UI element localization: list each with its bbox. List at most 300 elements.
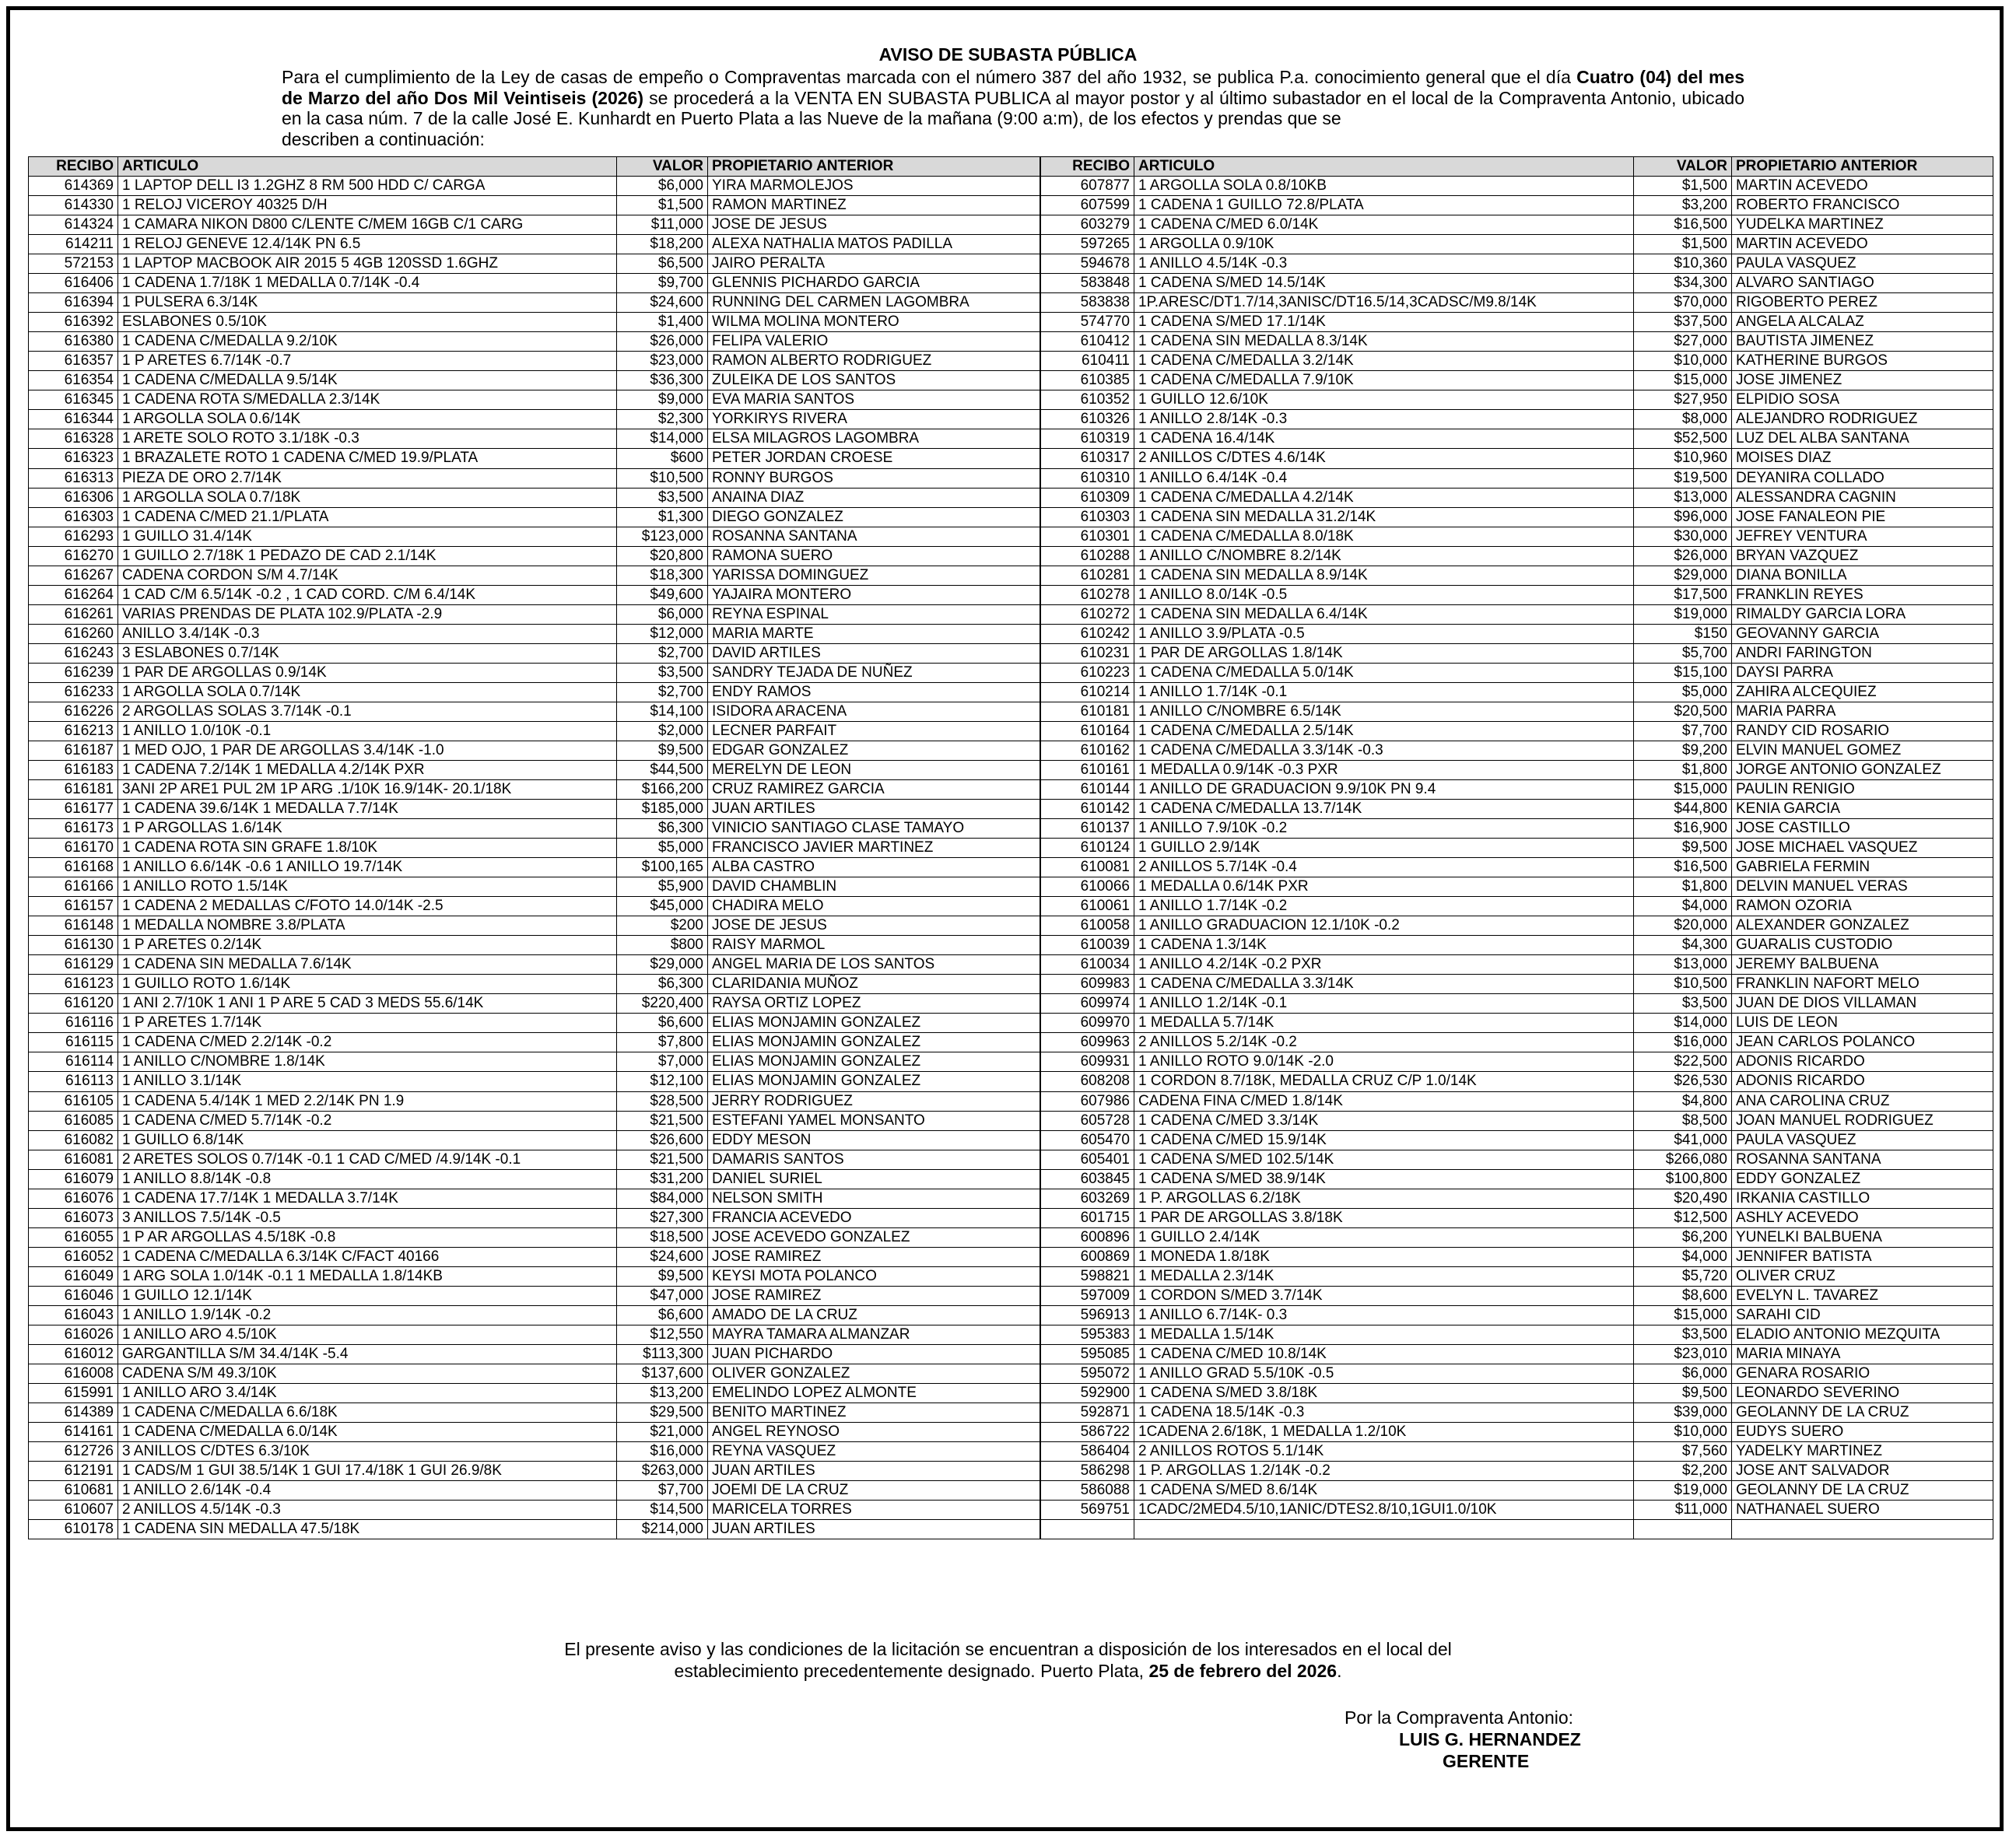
articulo-cell: 1 P. ARGOLLAS 6.2/18K xyxy=(1134,1189,1634,1208)
table-row xyxy=(1041,527,1993,546)
valor-cell: $19,000 xyxy=(1634,1481,1732,1501)
table-row xyxy=(1041,488,1993,507)
articulo-cell: 1 GUILLO 12.6/10K xyxy=(1134,390,1634,410)
col-header-recibo: RECIBO xyxy=(29,157,118,177)
articulo-cell: 1 ANILLO GRAD 5.5/10K -0.5 xyxy=(1134,1364,1634,1383)
recibo-cell: 610326 xyxy=(1041,410,1134,429)
recibo-cell: 610411 xyxy=(1041,352,1134,371)
recibo-cell: 616046 xyxy=(29,1286,118,1305)
articulo-cell: 1 CADENA C/MEDALLA 7.9/10K xyxy=(1134,371,1634,390)
propietario-cell: EUDYS SUERO xyxy=(1732,1423,1993,1442)
articulo-cell: 1 CADENA 1.3/14K xyxy=(1134,936,1634,955)
propietario-cell: AMADO DE LA CRUZ xyxy=(708,1305,1040,1325)
recibo-cell: 610144 xyxy=(1041,780,1134,800)
table-row xyxy=(1041,1325,1993,1344)
articulo-cell: VARIAS PRENDAS DE PLATA 102.9/PLATA -2.9 xyxy=(118,604,617,624)
recibo-cell: 616306 xyxy=(29,488,118,507)
table-header-row xyxy=(29,157,1040,177)
valor-cell: $12,500 xyxy=(1634,1208,1732,1227)
articulo-cell: 1 GUILLO 2.4/14K xyxy=(1134,1227,1634,1247)
articulo-cell: 1 RELOJ GENEVE 12.4/14K PN 6.5 xyxy=(118,235,617,254)
articulo-cell: 3 ANILLOS C/DTES 6.3/10K xyxy=(118,1442,617,1462)
valor-cell: $45,000 xyxy=(617,897,708,916)
valor-cell: $49,600 xyxy=(617,585,708,604)
recibo-cell: 610039 xyxy=(1041,936,1134,955)
valor-cell: $37,500 xyxy=(1634,313,1732,332)
valor-cell: $12,000 xyxy=(617,624,708,643)
propietario-cell: ISIDORA ARACENA xyxy=(708,702,1040,721)
recibo-cell: 574770 xyxy=(1041,313,1134,332)
propietario-cell: JOSE JIMENEZ xyxy=(1732,371,1993,390)
valor-cell: $34,300 xyxy=(1634,274,1732,293)
table-row xyxy=(1041,916,1993,936)
valor-cell: $47,000 xyxy=(617,1286,708,1305)
table-row xyxy=(29,215,1040,235)
valor-cell: $10,360 xyxy=(1634,254,1732,274)
propietario-cell: SANDRY TEJADA DE NUÑEZ xyxy=(708,663,1040,682)
table-row xyxy=(29,507,1040,527)
table-row xyxy=(1041,1052,1993,1072)
recibo-cell: 616012 xyxy=(29,1344,118,1364)
valor-cell: $16,500 xyxy=(1634,215,1732,235)
table-row xyxy=(1041,1286,1993,1305)
table-row xyxy=(29,1189,1040,1208)
valor-cell: $23,010 xyxy=(1634,1344,1732,1364)
table-row xyxy=(29,936,1040,955)
propietario-cell: JOSE MICHAEL VASQUEZ xyxy=(1732,839,1993,858)
recibo-cell: 610310 xyxy=(1041,468,1134,488)
table-row xyxy=(29,1091,1040,1111)
valor-cell: $14,000 xyxy=(617,429,708,449)
table-row xyxy=(1041,955,1993,975)
propietario-cell: ROBERTO FRANCISCO xyxy=(1732,196,1993,215)
valor-cell: $70,000 xyxy=(1634,293,1732,313)
articulo-cell: 1 ARGOLLA SOLA 0.6/14K xyxy=(118,410,617,429)
table-row xyxy=(1041,215,1993,235)
propietario-cell: GUARALIS CUSTODIO xyxy=(1732,936,1993,955)
recibo-cell: 586404 xyxy=(1041,1442,1134,1462)
table-row xyxy=(29,546,1040,566)
table-row xyxy=(1041,390,1993,410)
valor-cell: $20,490 xyxy=(1634,1189,1732,1208)
propietario-cell: JERRY RODRIGUEZ xyxy=(708,1091,1040,1111)
recibo-cell: 610162 xyxy=(1041,741,1134,760)
table-row xyxy=(29,1014,1040,1033)
articulo-cell: 1 ANILLO C/NOMBRE 8.2/14K xyxy=(1134,546,1634,566)
recibo-cell: 616055 xyxy=(29,1227,118,1247)
recibo-cell: 612726 xyxy=(29,1442,118,1462)
recibo-cell: 608208 xyxy=(1041,1072,1134,1091)
recibo-cell: 616260 xyxy=(29,624,118,643)
recibo-cell: 597009 xyxy=(1041,1286,1134,1305)
propietario-cell: GEOLANNY DE LA CRUZ xyxy=(1732,1403,1993,1423)
valor-cell: $5,000 xyxy=(617,839,708,858)
signature-name: LUIS G. HERNANDEZ xyxy=(1399,1729,1581,1749)
propietario-cell: BRYAN VAZQUEZ xyxy=(1732,546,1993,566)
valor-cell: $185,000 xyxy=(617,800,708,819)
table-row xyxy=(1041,994,1993,1014)
propietario-cell: ANGELA ALCALAZ xyxy=(1732,313,1993,332)
table-row xyxy=(29,527,1040,546)
table-row xyxy=(29,800,1040,819)
col-header-articulo: ARTICULO xyxy=(118,157,617,177)
recibo-cell: 616130 xyxy=(29,936,118,955)
propietario-cell: CHADIRA MELO xyxy=(708,897,1040,916)
recibo-cell: 610681 xyxy=(29,1481,118,1501)
articulo-cell: 1 LAPTOP DELL I3 1.2GHZ 8 RM 500 HDD C/ CARGA xyxy=(118,177,617,196)
table-row xyxy=(1041,1091,1993,1111)
col-header-valor: VALOR xyxy=(1634,157,1732,177)
valor-cell: $166,200 xyxy=(617,780,708,800)
valor-cell: $21,500 xyxy=(617,1111,708,1130)
table-row xyxy=(29,975,1040,994)
articulo-cell: 1 CADENA SIN MEDALLA 47.5/18K xyxy=(118,1520,617,1539)
recibo-cell: 616261 xyxy=(29,604,118,624)
articulo-cell: 1 ARETE SOLO ROTO 3.1/18K -0.3 xyxy=(118,429,617,449)
valor-cell: $27,950 xyxy=(1634,390,1732,410)
propietario-cell: JOSE RAMIREZ xyxy=(708,1247,1040,1266)
articulo-cell: 1 P ARETES 6.7/14K -0.7 xyxy=(118,352,617,371)
recibo-cell: 616049 xyxy=(29,1266,118,1286)
table-row xyxy=(1041,1150,1993,1169)
table-row xyxy=(1041,371,1993,390)
table-row xyxy=(29,624,1040,643)
valor-cell: $15,100 xyxy=(1634,663,1732,682)
articulo-cell: 1 CADENA C/MEDALLA 6.3/14K C/FACT 40166 xyxy=(118,1247,617,1266)
table-row xyxy=(1041,1189,1993,1208)
valor-cell: $13,000 xyxy=(1634,488,1732,507)
valor-cell: $9,000 xyxy=(617,390,708,410)
recibo-cell: 600896 xyxy=(1041,1227,1134,1247)
propietario-cell: JUAN ARTILES xyxy=(708,1462,1040,1481)
table-row xyxy=(29,371,1040,390)
propietario-cell: JAIRO PERALTA xyxy=(708,254,1040,274)
propietario-cell: ALEXANDER GONZALEZ xyxy=(1732,916,1993,936)
table-row xyxy=(1041,566,1993,585)
recibo-cell: 609931 xyxy=(1041,1052,1134,1072)
articulo-cell: 1 PULSERA 6.3/14K xyxy=(118,293,617,313)
recibo-cell: 607877 xyxy=(1041,177,1134,196)
valor-cell: $4,000 xyxy=(1634,1247,1732,1266)
recibo-cell: 614330 xyxy=(29,196,118,215)
table-row xyxy=(1041,858,1993,877)
articulo-cell: 1 RELOJ VICEROY 40325 D/H xyxy=(118,196,617,215)
recibo-cell: 610288 xyxy=(1041,546,1134,566)
valor-cell: $8,500 xyxy=(1634,1111,1732,1130)
valor-cell: $9,500 xyxy=(617,1266,708,1286)
recibo-cell: 616226 xyxy=(29,702,118,721)
articulo-cell: 1 P ARGOLLAS 1.6/14K xyxy=(118,819,617,839)
articulo-cell: 1 GUILLO 2.9/14K xyxy=(1134,839,1634,858)
recibo-cell: 597265 xyxy=(1041,235,1134,254)
table-row xyxy=(1041,1501,1993,1520)
valor-cell: $4,300 xyxy=(1634,936,1732,955)
table-row xyxy=(1041,507,1993,527)
recibo-cell: 603279 xyxy=(1041,215,1134,235)
articulo-cell: 1 CADENA C/MEDALLA 9.5/14K xyxy=(118,371,617,390)
recibo-cell: 616081 xyxy=(29,1150,118,1169)
col-header-propietario: PROPIETARIO ANTERIOR xyxy=(708,157,1040,177)
recibo-cell: 616026 xyxy=(29,1325,118,1344)
recibo-cell: 609970 xyxy=(1041,1014,1134,1033)
propietario-cell: YAJAIRA MONTERO xyxy=(708,585,1040,604)
table-row xyxy=(1041,702,1993,721)
recibo-cell: 616267 xyxy=(29,566,118,585)
valor-cell: $26,000 xyxy=(1634,546,1732,566)
propietario-cell: RUNNING DEL CARMEN LAGOMBRA xyxy=(708,293,1040,313)
articulo-cell: 1 PAR DE ARGOLLAS 1.8/14K xyxy=(1134,643,1634,663)
propietario-cell: DAYSI PARRA xyxy=(1732,663,1993,682)
footer-line-1: El presente aviso y las condiciones de la licitación se encuentran a disposición de los interesados en el local del xyxy=(564,1639,1452,1659)
articulo-cell: 1 CADENA SIN MEDALLA 6.4/14K xyxy=(1134,604,1634,624)
table-row xyxy=(29,643,1040,663)
table-row xyxy=(1041,235,1993,254)
recibo-cell: 610161 xyxy=(1041,760,1134,779)
propietario-cell: JOSE FANALEON PIE xyxy=(1732,507,1993,527)
propietario-cell: RAMON OZORIA xyxy=(1732,897,1993,916)
propietario-cell: GABRIELA FERMIN xyxy=(1732,858,1993,877)
propietario-cell: RAYSA ORTIZ LOPEZ xyxy=(708,994,1040,1014)
recibo-cell: 610352 xyxy=(1041,390,1134,410)
articulo-cell: 1 GUILLO ROTO 1.6/14K xyxy=(118,975,617,994)
table-row xyxy=(1041,1033,1993,1052)
articulo-cell: 1 CORDON S/MED 3.7/14K xyxy=(1134,1286,1634,1305)
propietario-cell: ELIAS MONJAMIN GONZALEZ xyxy=(708,1033,1040,1052)
table-row xyxy=(29,760,1040,779)
articulo-cell: 1 GUILLO 12.1/14K xyxy=(118,1286,617,1305)
recibo-cell: 610231 xyxy=(1041,643,1134,663)
articulo-cell: 1 CADENA S/MED 3.8/18K xyxy=(1134,1383,1634,1403)
articulo-cell: 1 CADENA SIN MEDALLA 7.6/14K xyxy=(118,955,617,975)
propietario-cell: VINICIO SANTIAGO CLASE TAMAYO xyxy=(708,819,1040,839)
articulo-cell: 1 ARGOLLA SOLA 0.8/10KB xyxy=(1134,177,1634,196)
articulo-cell: 1 CADENA C/MED 10.8/14K xyxy=(1134,1344,1634,1364)
table-row xyxy=(29,254,1040,274)
articulo-cell: 1 CADENA S/MED 38.9/14K xyxy=(1134,1169,1634,1189)
articulo-cell: 1 ANILLO 7.9/10K -0.2 xyxy=(1134,819,1634,839)
recibo-cell: 610142 xyxy=(1041,800,1134,819)
articulo-cell: 2 ANILLOS 5.7/14K -0.4 xyxy=(1134,858,1634,877)
recibo-cell: 592871 xyxy=(1041,1403,1134,1423)
valor-cell: $123,000 xyxy=(617,527,708,546)
valor-cell: $3,500 xyxy=(617,488,708,507)
auction-date: Cuatro (04) del mes de Marzo del año Dos Mil Veintiseis (2026) xyxy=(282,67,1745,108)
recibo-cell: 616394 xyxy=(29,293,118,313)
valor-cell: $17,500 xyxy=(1634,585,1732,604)
table-row xyxy=(29,1033,1040,1052)
propietario-cell: FRANCISCO JAVIER MARTINEZ xyxy=(708,839,1040,858)
propietario-cell: DAVID ARTILES xyxy=(708,643,1040,663)
propietario-cell: RAMONA SUERO xyxy=(708,546,1040,566)
table-row xyxy=(29,1501,1040,1520)
table-row xyxy=(1041,1072,1993,1091)
table-row xyxy=(1041,663,1993,682)
table-row xyxy=(29,1111,1040,1130)
valor-cell: $6,500 xyxy=(617,254,708,274)
propietario-cell: ESTEFANI YAMEL MONSANTO xyxy=(708,1111,1040,1130)
articulo-cell: 1 CORDON 8.7/18K, MEDALLA CRUZ C/P 1.0/14K xyxy=(1134,1072,1634,1091)
recibo-cell: 616168 xyxy=(29,858,118,877)
propietario-cell: MARIA MINAYA xyxy=(1732,1344,1993,1364)
table-row xyxy=(29,1403,1040,1423)
propietario-cell: ANGEL REYNOSO xyxy=(708,1423,1040,1442)
recibo-cell: 610303 xyxy=(1041,507,1134,527)
valor-cell: $4,000 xyxy=(1634,897,1732,916)
table-row xyxy=(1041,643,1993,663)
propietario-cell: FRANKLIN NAFORT MELO xyxy=(1732,975,1993,994)
table-row xyxy=(29,1423,1040,1442)
table-row xyxy=(29,1481,1040,1501)
table-row xyxy=(29,1462,1040,1481)
valor-cell: $14,000 xyxy=(1634,1014,1732,1033)
recibo-cell: 616008 xyxy=(29,1364,118,1383)
recibo-cell: 610061 xyxy=(1041,897,1134,916)
table-row xyxy=(29,955,1040,975)
recibo-cell: 607986 xyxy=(1041,1091,1134,1111)
valor-cell: $2,700 xyxy=(617,643,708,663)
recibo-cell: 603845 xyxy=(1041,1169,1134,1189)
propietario-cell: WILMA MOLINA MONTERO xyxy=(708,313,1040,332)
articulo-cell: 1 ARGOLLA SOLA 0.7/18K xyxy=(118,488,617,507)
table-row xyxy=(1041,800,1993,819)
recibo-cell: 594678 xyxy=(1041,254,1134,274)
table-row xyxy=(1041,332,1993,352)
articulo-cell: 1 ANILLO ARO 4.5/10K xyxy=(118,1325,617,1344)
valor-cell: $263,000 xyxy=(617,1462,708,1481)
articulo-cell: 1 CADENA C/MEDALLA 6.0/14K xyxy=(118,1423,617,1442)
recibo-cell: 610223 xyxy=(1041,663,1134,682)
recibo-cell: 616073 xyxy=(29,1208,118,1227)
recibo-cell: 592900 xyxy=(1041,1383,1134,1403)
table-row xyxy=(1041,1344,1993,1364)
recibo-cell: 615991 xyxy=(29,1383,118,1403)
recibo-cell: 610034 xyxy=(1041,955,1134,975)
articulo-cell: 1 ANILLO 6.6/14K -0.6 1 ANILLO 19.7/14K xyxy=(118,858,617,877)
propietario-cell: ADONIS RICARDO xyxy=(1732,1052,1993,1072)
table-row xyxy=(29,702,1040,721)
recibo-cell: 595383 xyxy=(1041,1325,1134,1344)
recibo-cell: 610178 xyxy=(29,1520,118,1539)
valor-cell: $52,500 xyxy=(1634,429,1732,449)
recibo-cell: 603269 xyxy=(1041,1189,1134,1208)
recibo-cell: 616082 xyxy=(29,1130,118,1150)
footer-line-2 xyxy=(0,1660,2016,1682)
propietario-cell: ADONIS RICARDO xyxy=(1732,1072,1993,1091)
table-row xyxy=(1041,1462,1993,1481)
recibo-cell: 616323 xyxy=(29,449,118,468)
table-row xyxy=(1041,196,1993,215)
propietario-cell: DELVIN MANUEL VERAS xyxy=(1732,877,1993,897)
propietario-cell: ROSANNA SANTANA xyxy=(708,527,1040,546)
valor-cell: $20,000 xyxy=(1634,916,1732,936)
articulo-cell: 1 CADENA 16.4/14K xyxy=(1134,429,1634,449)
table-row xyxy=(1041,1130,1993,1150)
propietario-cell: OLIVER GONZALEZ xyxy=(708,1364,1040,1383)
articulo-cell: 1 CADENA C/MEDALLA 9.2/10K xyxy=(118,332,617,352)
recibo-cell: 616120 xyxy=(29,994,118,1014)
recibo-cell: 616293 xyxy=(29,527,118,546)
table-row xyxy=(29,1072,1040,1091)
table-row xyxy=(29,566,1040,585)
table-row xyxy=(1041,1442,1993,1462)
articulo-cell: 1 ANILLO 6.4/14K -0.4 xyxy=(1134,468,1634,488)
valor-cell: $6,600 xyxy=(617,1014,708,1033)
propietario-cell: DIANA BONILLA xyxy=(1732,566,1993,585)
intro-text-2: se procederá a la VENTA EN SUBASTA PUBLICA al mayor postor y al último subastador en el local de la Compraventa Antonio, ubicado en la casa núm. 7 de la calle José E. Kunhardt en Puerto Plata a las Nueve de la mañana (9:00 a:m), de los efectos y prendas que se xyxy=(282,87,1744,128)
propietario-cell: GLENNIS PICHARDO GARCIA xyxy=(708,274,1040,293)
table-row xyxy=(1041,1169,1993,1189)
articulo-cell: 1 CADENA S/MED 8.6/14K xyxy=(1134,1481,1634,1501)
table-row xyxy=(29,1169,1040,1189)
propietario-cell: BENITO MARTINEZ xyxy=(708,1403,1040,1423)
table-row xyxy=(29,604,1040,624)
valor-cell: $26,530 xyxy=(1634,1072,1732,1091)
articulo-cell: 2 ANILLOS C/DTES 4.6/14K xyxy=(1134,449,1634,468)
articulo-cell: 1 ANILLO 1.7/14K -0.1 xyxy=(1134,682,1634,702)
propietario-cell: RAMON MARTINEZ xyxy=(708,196,1040,215)
valor-cell: $15,000 xyxy=(1634,780,1732,800)
table-row xyxy=(1041,604,1993,624)
articulo-cell: 1 CADENA 7.2/14K 1 MEDALLA 4.2/14K PXR xyxy=(118,760,617,779)
table-row xyxy=(1041,741,1993,760)
propietario-cell: IRKANIA CASTILLO xyxy=(1732,1189,1993,1208)
valor-cell: $16,900 xyxy=(1634,819,1732,839)
recibo-cell: 616213 xyxy=(29,721,118,741)
propietario-cell: ROSANNA SANTANA xyxy=(1732,1150,1993,1169)
table-row xyxy=(1041,449,1993,468)
articulo-cell: 1 GUILLO 2.7/18K 1 PEDAZO DE CAD 2.1/14K xyxy=(118,546,617,566)
valor-cell: $2,000 xyxy=(617,721,708,741)
articulo-cell: 1 ANILLO 3.1/14K xyxy=(118,1072,617,1091)
recibo-cell: 586298 xyxy=(1041,1462,1134,1481)
articulo-cell: ESLABONES 0.5/10K xyxy=(118,313,617,332)
articulo-cell: 1CADENA 2.6/18K, 1 MEDALLA 1.2/10K xyxy=(1134,1423,1634,1442)
recibo-cell: 610137 xyxy=(1041,819,1134,839)
table-row xyxy=(29,1383,1040,1403)
articulo-cell: 1 LAPTOP MACBOOK AIR 2015 5 4GB 120SSD 1.6GHZ xyxy=(118,254,617,274)
table-row xyxy=(29,235,1040,254)
recibo-cell: 595085 xyxy=(1041,1344,1134,1364)
propietario-cell: LECNER PARFAIT xyxy=(708,721,1040,741)
table-row xyxy=(29,1130,1040,1150)
valor-cell: $20,800 xyxy=(617,546,708,566)
articulo-cell: 1 ANILLO 3.9/PLATA -0.5 xyxy=(1134,624,1634,643)
valor-cell: $10,500 xyxy=(1634,975,1732,994)
recibo-cell: 583848 xyxy=(1041,274,1134,293)
articulo-cell: 1 P ARETES 0.2/14K xyxy=(118,936,617,955)
table-row xyxy=(1041,585,1993,604)
valor-cell: $7,560 xyxy=(1634,1442,1732,1462)
valor-cell: $22,500 xyxy=(1634,1052,1732,1072)
articulo-cell: 1 CADENA 17.7/14K 1 MEDALLA 3.7/14K xyxy=(118,1189,617,1208)
recibo-cell: 616406 xyxy=(29,274,118,293)
table-row xyxy=(29,177,1040,196)
articulo-cell: 1 CAD C/M 6.5/14K -0.2 , 1 CAD CORD. C/M 6.4/14K xyxy=(118,585,617,604)
recibo-cell: 610301 xyxy=(1041,527,1134,546)
recibo-cell: 610124 xyxy=(1041,839,1134,858)
table-row xyxy=(1041,975,1993,994)
articulo-cell: 1 CADENA 1 GUILLO 72.8/PLATA xyxy=(1134,196,1634,215)
articulo-cell: 1 CADENA SIN MEDALLA 31.2/14K xyxy=(1134,507,1634,527)
propietario-cell: REYNA VASQUEZ xyxy=(708,1442,1040,1462)
footer-period: . xyxy=(1337,1661,1342,1681)
recibo-cell: 616115 xyxy=(29,1033,118,1052)
articulo-cell: 1 MEDALLA 5.7/14K xyxy=(1134,1014,1634,1033)
valor-cell: $5,700 xyxy=(1634,643,1732,663)
recibo-cell: 605728 xyxy=(1041,1111,1134,1130)
articulo-cell: PIEZA DE ORO 2.7/14K xyxy=(118,468,617,488)
articulo-cell: 1 CADENA C/MED 15.9/14K xyxy=(1134,1130,1634,1150)
